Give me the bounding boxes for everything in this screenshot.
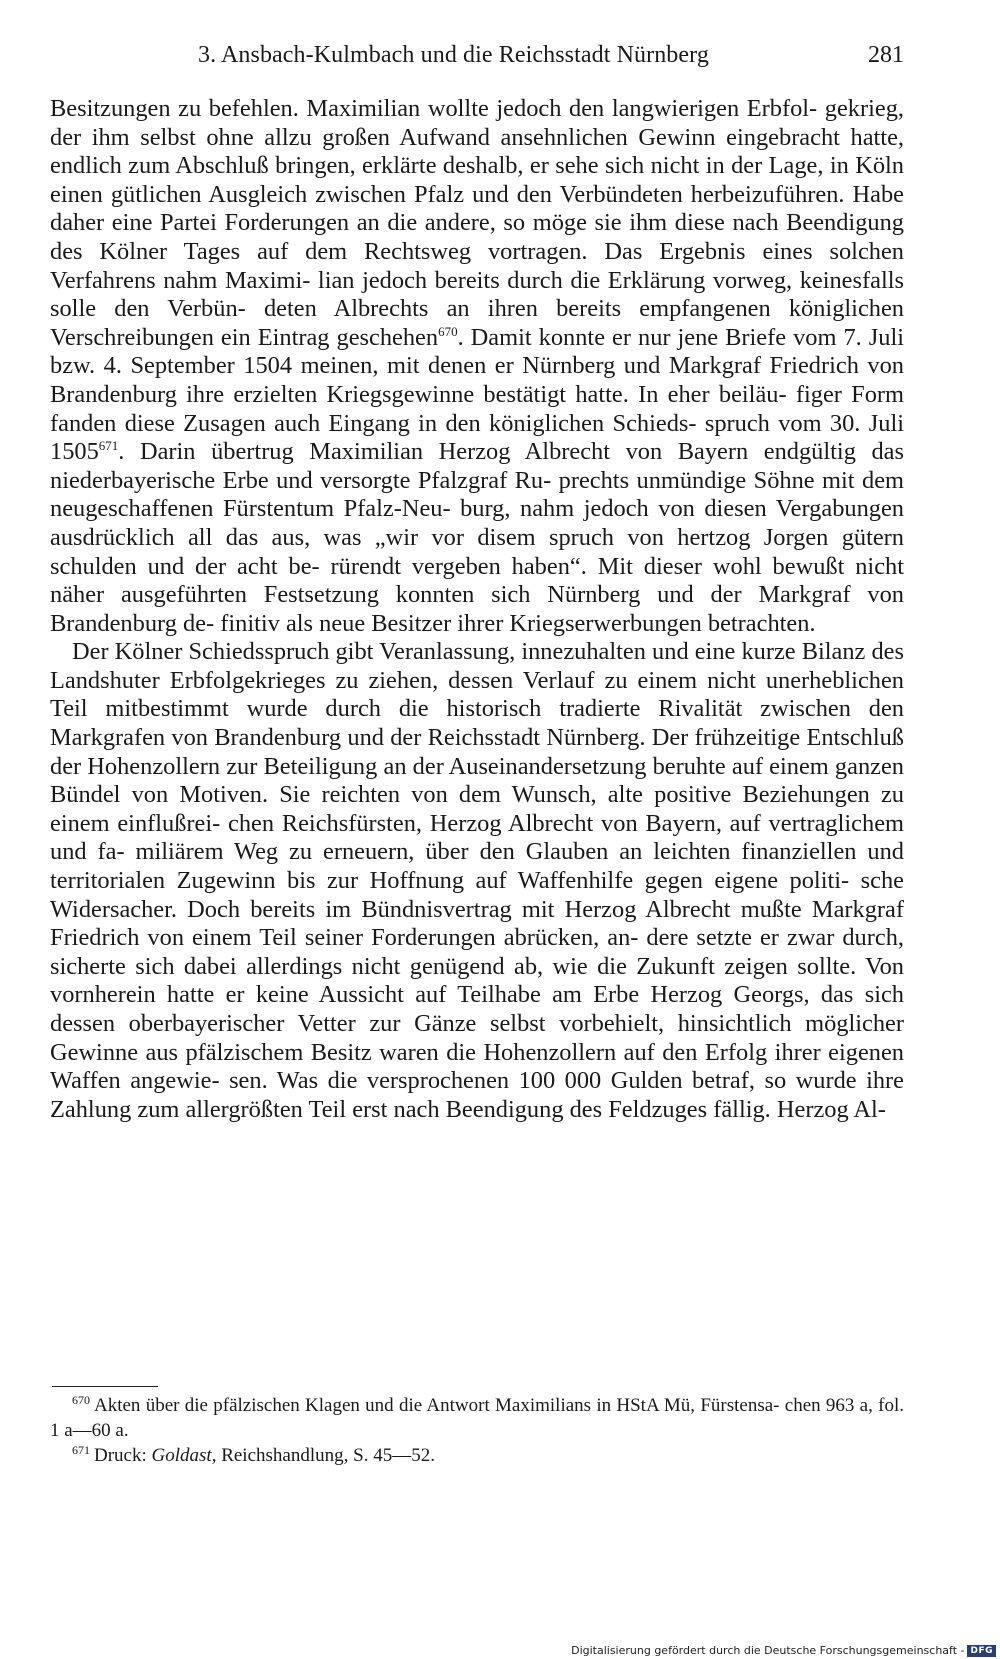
page-number: 281 (868, 42, 904, 68)
footnote-author: Goldast, (151, 1445, 217, 1466)
running-header (50, 42, 904, 78)
book-page (50, 0, 904, 1659)
footnote-lead: Druck: (94, 1445, 152, 1466)
footnote-ref-671[interactable]: 671 (98, 438, 119, 454)
footnote-mark: 671 (72, 1443, 90, 1458)
running-title: 3. Ansbach-Kulmbach und die Reichsstadt Nürnberg (198, 42, 709, 68)
credit-text: Digitalisierung gefördert durch die Deutsche Forschungsgemeinschaft - (571, 1644, 965, 1657)
footnotes (50, 1393, 904, 1468)
paragraph-1-part-c: . Darin übertrug Maximilian Herzog Albrecht von Bayern endgültig das niederbayerische Erbe und versorgte Pfalzgraf Ru- prechts unmündige Söhne mit dem neugeschaffenen Fürstentum Pfalz-Neu- burg, nahm jedoch von diesen Vergabungen ausdrücklich all das aus, was „wir vor disem spruch von hertzog Jorgen gütern schulden und der acht be- rürendt vergeben haben“. Mit dieser wohl bewußt nicht näher ausgeführten Festsetzung konnten sich Nürnberg und der Markgraf von Brandenburg de- finitiv als neue Besitzer ihrer Kriegserwerbungen betrachten. (50, 438, 904, 637)
footnote-separator (52, 1386, 158, 1387)
footnote-text: Akten über die pfälzischen Klagen und die Antwort Maximilians in HStA Mü, Fürstensa- chen 963 a, fol. 1 a—60 a. (50, 1395, 904, 1441)
paragraph-1-part-a: Besitzungen zu befehlen. Maximilian wollte jedoch den langwierigen Erbfol- gekrieg, der ihm selbst ohne allzu großen Aufwand ansehnlichen Gewinn eingebracht hatte, endlich zum Abschluß bringen, erklärte deshalb, er sehe sich nicht in der Lage, in Köln einen gütlichen Ausgleich zwischen Pfalz und den Verbündeten herbeizuführen. Habe daher eine Partei Forderungen an die andere, so möge sie ihm diese nach Beendigung des Kölner Tages auf dem Rechtsweg vortragen. Das Ergebnis eines solchen Verfahrens nahm Maximi- lian jedoch bereits durch die Erklärung vorweg, keinesfalls solle den Verbün- deten Albrechts an ihren bereits empfangenen königlichen Verschreibungen ein Eintrag geschehen (50, 95, 904, 351)
footnote-670 (50, 1393, 904, 1443)
footnote-mark: 670 (72, 1393, 90, 1408)
paragraph-1 (50, 95, 904, 638)
paragraph-2: Der Kölner Schiedsspruch gibt Veranlassung, innezuhalten und eine kurze Bilanz des Landshuter Erbfolgekrieges zu ziehen, dessen Verlauf zu einem nicht unerheblichen Teil mitbestimmt wurde durch die historisch tradierte Rivalität zwischen den Markgrafen von Brandenburg und der Reichsstadt Nürnberg. Der frühzeitige Entschluß der Hohenzollern zur Beteiligung an der Auseinandersetzung beruhte auf einem ganzen Bündel von Motiven. Sie reichten von dem Wunsch, alte positive Beziehungen zu einem einflußrei- chen Reichsfürsten, Herzog Albrecht von Bayern, auf vertraglichem und fa- miliärem Weg zu erneuern, über den Glauben an leichten finanziellen und territorialen Zugewinn bis zur Hoffnung auf Waffenhilfe gegen eigene politi- sche Widersacher. Doch bereits im Bündnisvertrag mit Herzog Albrecht mußte Markgraf Friedrich von einem Teil seiner Forderungen abrücken, an- dere setzte er zwar durch, sicherte sich dabei allerdings nicht genügend ab, wie die Zukunft zeigen sollte. Von vornherein hatte er keine Aussicht auf Teilhabe am Erbe Herzog Georgs, das sich dessen oberbayerischer Vetter zur Gänze selbst vorbehielt, hinsichtlich möglicher Gewinne aus pfälzischem Besitz waren die Hohenzollern auf den Erfolg ihrer eigenen Waffen angewie- sen. Was die versprochenen 100 000 Gulden betraf, so wurde ihre Zahlung zum allergrößten Teil erst nach Beendigung des Feldzuges fällig. Herzog Al- (50, 638, 904, 1123)
footnote-ref-670[interactable]: 670 (438, 323, 458, 339)
paragraph-1-part-b: . Damit konnte er nur jene Briefe vom 7. Juli bzw. 4. September 1504 meinen, mit denen er Nürnberg und Markgraf Friedrich von Brandenburg ihre erzielten Kriegsgewinne bestätigt hatte. In eher beiläu- figer Form fanden diese Zusagen auch Eingang in den königlichen Schieds- spruch vom 30. Juli 1505 (50, 323, 904, 466)
footnote-text: Reichshandlung, S. 45—52. (216, 1445, 435, 1466)
digitization-credit (571, 1644, 996, 1657)
dfg-logo-icon: DFG (967, 1645, 996, 1657)
footnote-671 (50, 1443, 904, 1468)
main-text (50, 95, 904, 1124)
